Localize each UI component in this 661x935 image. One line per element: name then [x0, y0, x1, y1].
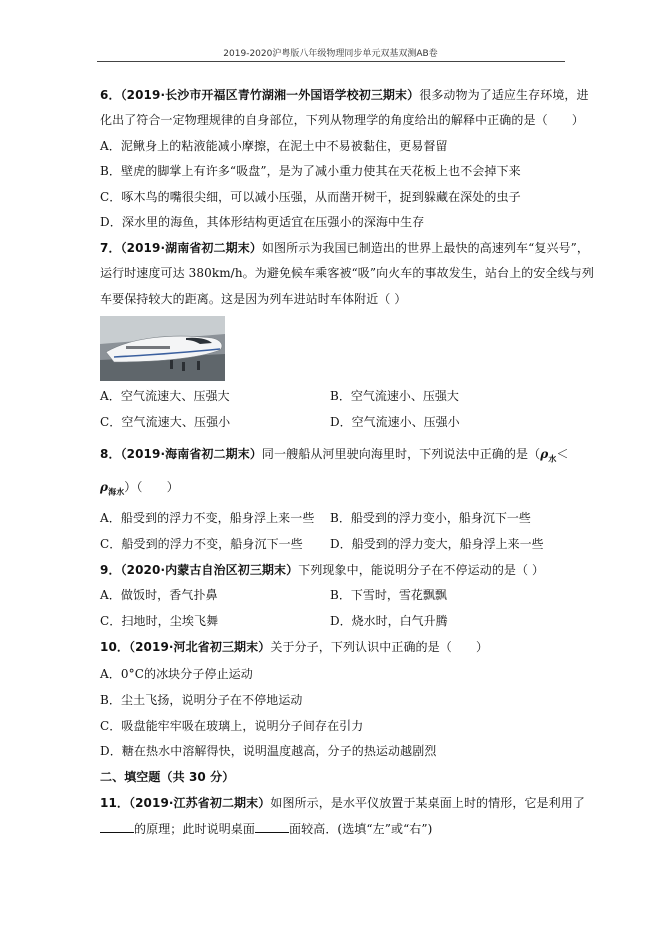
question-7-line-2: 运行时速度可达 380km/h。为避免候车乘客被“吸”向火车的事故发生，站台上的安全线与列 [100, 266, 594, 280]
question-11-part-b: 面较高．(选填“左”或“右”) [289, 822, 433, 836]
question-source: （2019·海南省初二期末） [120, 447, 262, 461]
question-number: 6． [100, 88, 121, 102]
question-6-line-1 [100, 87, 589, 103]
question-7-line-1 [100, 240, 589, 256]
question-8-line-2 [100, 479, 179, 499]
question-number: 7． [100, 241, 121, 255]
question-stem: 关于分子，下列认识中正确的是（ ） [270, 640, 489, 654]
question-8-option-b: B．船受到的浮力变小，船身沉下一些 [330, 511, 531, 525]
question-9-option-c: C．扫地时，尘埃飞舞 [100, 614, 219, 628]
question-number: 8． [100, 447, 121, 461]
question-8-option-a: A．船受到的浮力不变，船身浮上来一些 [100, 511, 315, 525]
question-number: 10． [100, 640, 129, 654]
rho-water-symbol [540, 447, 557, 464]
page-header: 2019-2020沪粤版八年级物理同步单元双基双测AB卷 [223, 49, 438, 59]
section-2-title: 二、填空题（共 30 分） [100, 770, 235, 784]
question-source: （2019·河北省初三期末） [129, 640, 271, 654]
question-8-option-d: D．船受到的浮力变大，船身浮上来一些 [330, 537, 544, 551]
question-stem: 如图所示为我国已制造出的世界上最快的高速列车“复兴号”， [261, 241, 589, 255]
question-8-line-1 [100, 446, 569, 466]
question-source: （2019·湖南省初二期末） [120, 241, 262, 255]
question-6-line-2: 化出了符合一定物理规律的自身部位，下列从物理学的角度给出的解释中正确的是（ ） [100, 113, 585, 127]
question-7-option-a: A．空气流速大、压强大 [100, 389, 230, 403]
question-stem: 下列现象中，能说明分子在不停运动的是（ ） [298, 563, 545, 577]
question-11-part-a: 的原理；此时说明桌面 [134, 822, 256, 836]
less-than-sign: ＜ [556, 447, 569, 461]
train-illustration [100, 316, 225, 381]
question-7-option-b: B．空气流速小、压强大 [330, 389, 459, 403]
question-stem: 如图所示，是水平仪放置于某桌面上时的情形，它是利用了 [270, 796, 585, 810]
question-11-line-2 [100, 821, 432, 837]
question-10-line-1 [100, 639, 488, 655]
question-10-option-c: C．吸盘能牢牢吸在玻璃上，说明分子间存在引力 [100, 719, 364, 733]
question-number: 9． [100, 563, 121, 577]
rho-subscript: 海水 [108, 486, 125, 497]
question-6-option-a: A．泥鳅身上的粘液能减小摩擦，在泥土中不易被黏住，更易督留 [100, 139, 448, 153]
train-photo [100, 316, 225, 381]
question-9-option-d: D．烧水时，白气升腾 [330, 614, 448, 628]
question-9-line-1 [100, 562, 544, 578]
question-8-option-c: C．船受到的浮力不变，船身沉下一些 [100, 537, 303, 551]
header-divider [97, 61, 565, 62]
rho-subscript: 水 [548, 453, 557, 464]
question-number: 11． [100, 796, 129, 810]
question-9-option-a: A．做饭时，香气扑鼻 [100, 588, 218, 602]
question-stem: 同一艘船从河里驶向海里时，下列说法中正确的是（ [261, 447, 541, 461]
question-10-option-d: D．糖在热水中溶解得快，说明温度越高，分子的热运动越剧烈 [100, 744, 437, 758]
rho-letter: ρ [100, 480, 109, 494]
question-10-option-a: A．0°C的冰块分子停止运动 [100, 667, 253, 681]
question-11-line-1 [100, 795, 585, 811]
rho-seawater-symbol [100, 480, 125, 497]
question-9-option-b: B．下雪时，雪花飘飘 [330, 588, 447, 602]
question-6-option-d: D．深水里的海鱼，其体形结构更适宜在压强小的深海中生存 [100, 215, 425, 229]
rho-letter: ρ [540, 447, 549, 461]
question-stem-end: ）（ ） [124, 480, 179, 494]
question-6-option-b: B．壁虎的脚掌上有许多“吸盘”，是为了减小重力使其在天花板上也不会掉下来 [100, 164, 521, 178]
question-source: （2020·内蒙古自治区初三期末） [120, 563, 299, 577]
answer-blank-2[interactable] [255, 821, 289, 833]
question-7-option-c: C．空气流速大、压强小 [100, 415, 231, 429]
question-7-option-d: D．空气流速小、压强小 [330, 415, 460, 429]
question-10-option-b: B．尘土飞扬，说明分子在不停地运动 [100, 693, 303, 707]
question-6-option-c: C．啄木鸟的嘴很尖细，可以减小压强，从而凿开树干，捉到躲藏在深处的虫子 [100, 190, 521, 204]
question-7-line-3: 车要保持较大的距离。这是因为列车进站时车体附近（ ） [100, 292, 407, 306]
question-stem: 很多动物为了适应生存环境，进 [419, 88, 589, 102]
answer-blank-1[interactable] [100, 821, 134, 833]
question-source: （2019·长沙市开福区青竹湖湘一外国语学校初三期末） [120, 88, 420, 102]
question-source: （2019·江苏省初二期末） [129, 796, 271, 810]
